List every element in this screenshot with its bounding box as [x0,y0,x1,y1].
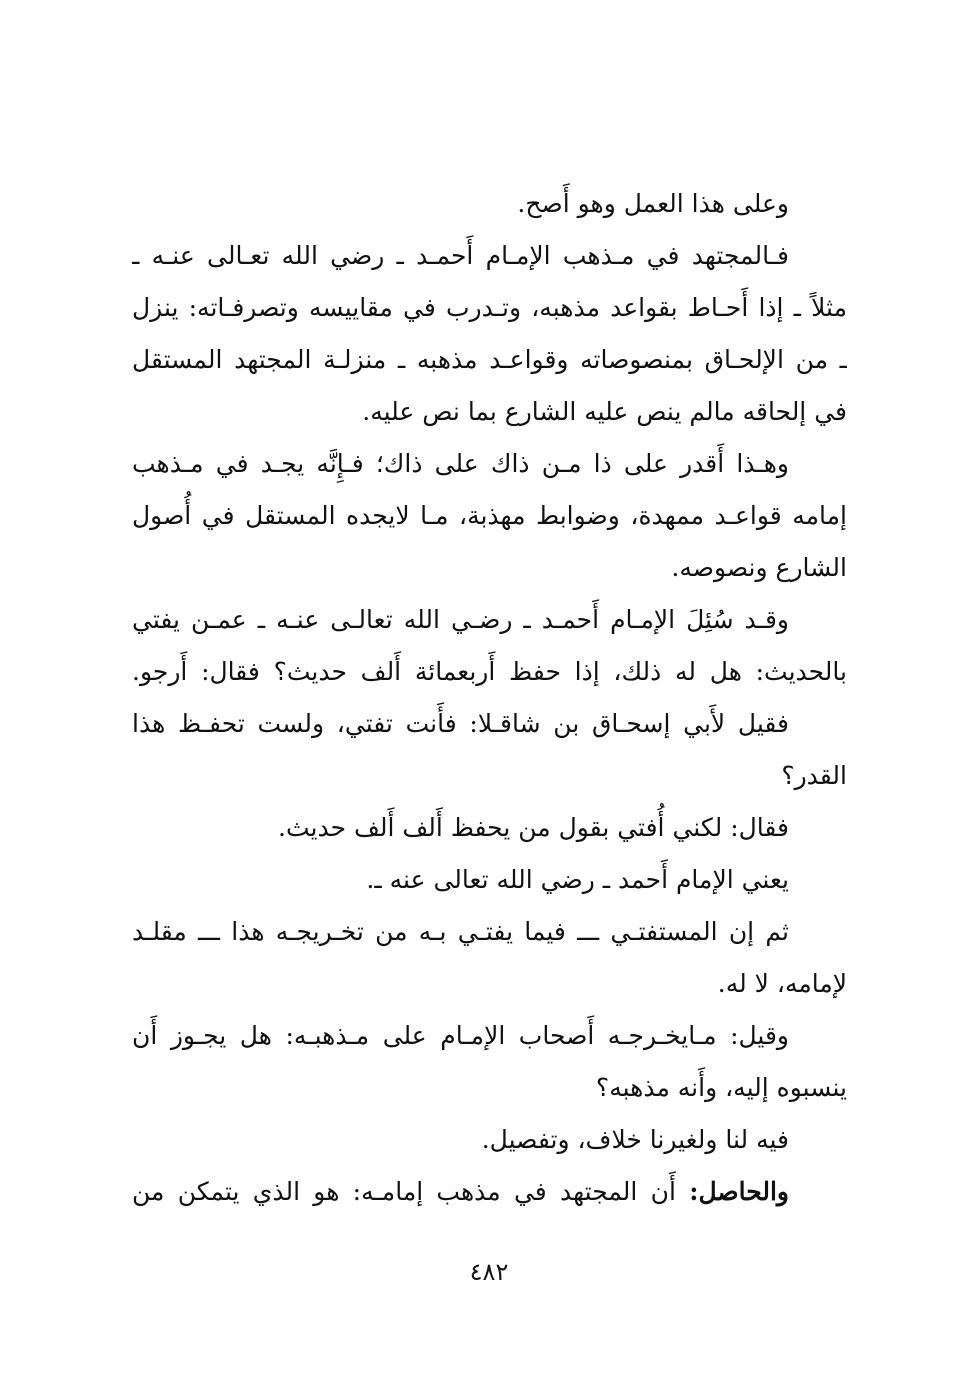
text-line: وعلى هذا العمل وهو أَصح. [517,189,789,218]
text-line: مثلاً ـ إذا أَحـاط بقواعد مذهبه، وتـدرب في مقاييسه وتصرفـاته: ينزل [132,293,847,322]
text-line: فقيل لأَبي إسحـاق بن شاقـلا: فأَنت تفتي، ولست تحفـظ هذا [132,709,789,738]
body-text [132,178,847,1218]
page-number: ٤٨٢ [469,1258,509,1286]
text-line: لإمامه، لا له. [717,969,847,998]
text-line: إمامه قواعـد ممهدة، وضوابط مهذبة، مـا لايجده المستقل في أُصول [132,501,847,530]
final-line-text: أَن المجتهد في مذهب إمامـه: هو الذي يتمكن من [132,1177,676,1206]
text-line-final [132,1166,847,1218]
text-line: ينسبوه إليه، وأَنه مذهبه؟ [595,1073,847,1102]
text-line: وقـد سُئِلَ الإمـام أَحمـد ـ رضـي الله تعالـى عنـه ـ عمـن يفتي [132,605,789,634]
text-line: فقال: لكني أُفتي بقول من يحفظ أَلف أَلف حديث. [278,813,789,842]
text-line: فـالمجتهد في مـذهب الإمـام أَحمـد ـ رضي الله تعـالى عنـه ـ [132,241,790,270]
lead-word: والحاصل: [689,1177,789,1206]
text-line: وهـذا أَقدر على ذا مـن ذاك على ذاك؛ فـإِنَّه يجـد في مـذهب [132,449,789,478]
text-line: ثم إن المستفتـي ـــ فيما يفتـي بـه من تخـريجـه هذا ـــ مقلـد [132,917,789,946]
text-line: في إلحاقه مالم ينص عليه الشارع بما نص عليه. [362,397,847,426]
text-line: القدر؟ [781,761,847,790]
text-line: الشارع ونصوصه. [671,553,847,582]
text-line: وقيل: مـايخـرجـه أَصحاب الإمـام على مـذهبـه: هل يجـوز أَن [132,1021,789,1050]
text-line: يعني الإمام أَحمد ـ رضي الله تعالى عنه ـ. [366,865,789,894]
text-line: ـ من الإلحـاق بمنصوصاته وقواعـد مذهبه ـ منزلـة المجتهد المستقل [132,345,847,374]
text-line: فيه لنا ولغيرنا خلاف، وتفصيل. [481,1125,789,1154]
text-line: بالحديث: هل له ذلك، إذا حفظ أَربعمائة أَلف حديث؟ فقال: أَرجو. [132,657,847,686]
